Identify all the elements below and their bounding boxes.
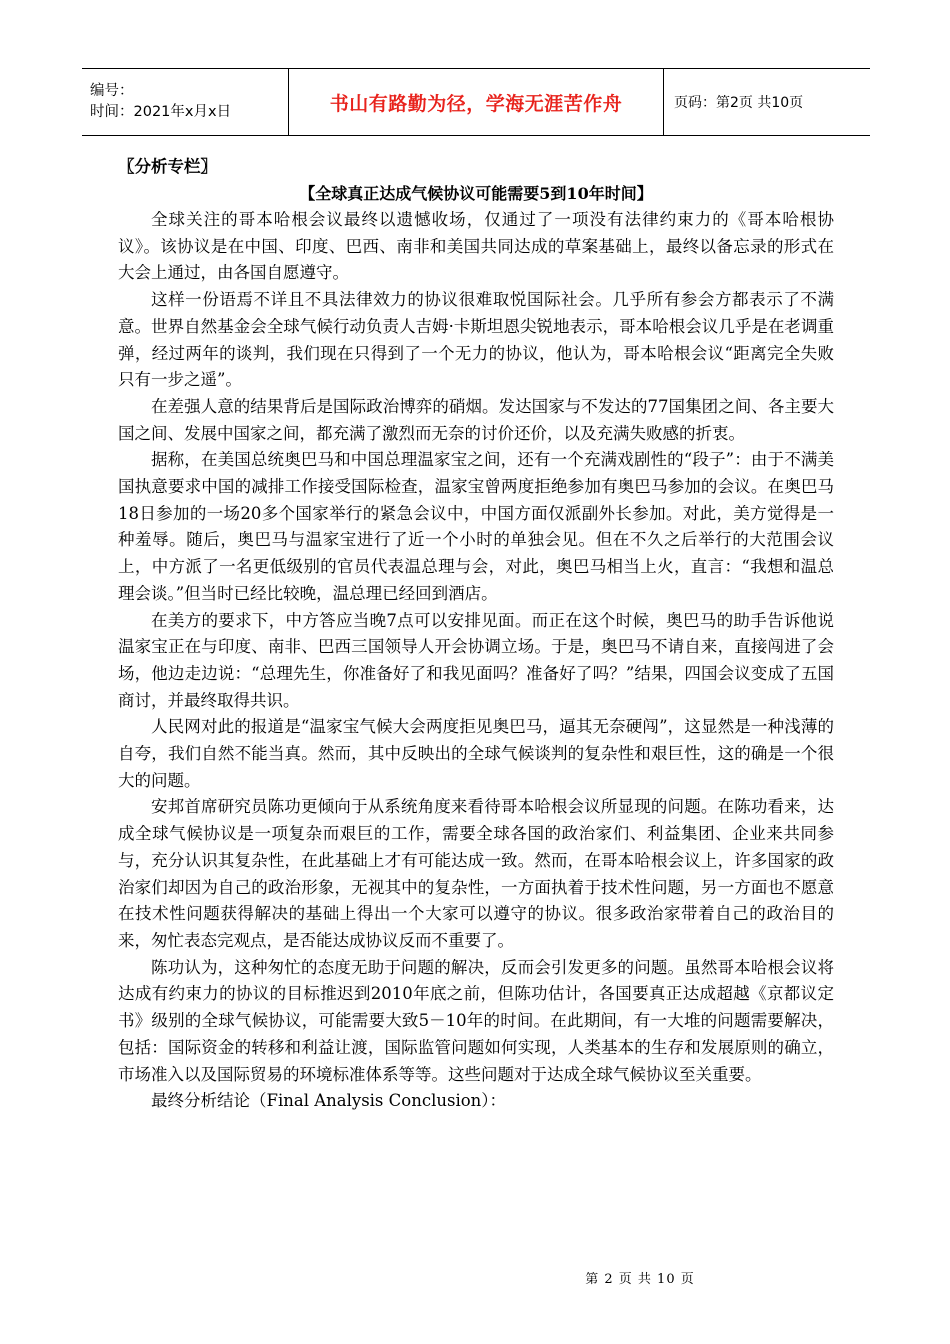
date-label: 时间：2021年x月x日 [90, 104, 232, 120]
number-label: 编号： [90, 83, 134, 99]
page-footer: 第 2 页 共 10 页 [585, 1272, 695, 1287]
column-tag: 〖分析专栏〗 [118, 157, 217, 176]
paragraph: 据称，在美国总统奥巴马和中国总理温家宝之间，还有一个充满戏剧性的“段子”：由于不满美国执意要求中国的减排工作接受国际检查，温家宝曾两度拒绝参加有奥巴马参加的会议。在奥巴马18日参加的一场20多个国家举行的紧急会议中，中国方面仅派副外长参加。对此，美方觉得是一种羞辱。随后，奥巴马与温家宝进行了近一个小时的单独会见。但在不久之后举行的大范围会议上，中方派了一名更低级别的官员代表温总理与会，对此，奥巴马相当上火，直言：“我想和温总理会谈。”但当时已经比较晚，温总理已经回到酒店。 [118, 450, 834, 603]
article-body [118, 153, 834, 1115]
paragraph: 安邦首席研究员陈功更倾向于从系统角度来看待哥本哈根会议所显现的问题。在陈功看来，达成全球气候协议是一项复杂而艰巨的工作，需要全球各国的政治家们、利益集团、企业来共同参与，充分认识其复杂性，在此基础上才有可能达成一致。然而，在哥本哈根会议上，许多国家的政治家们却因为自己的政治形象，无视其中的复杂性，一方面执着于技术性问题，另一方面也不愿意在技术性问题获得解决的基础上得出一个大家可以遵守的协议。很多政治家带着自己的政治目的来，匆忙表态完观点，是否能达成协议反而不重要了。 [118, 797, 834, 950]
paragraph: 全球关注的哥本哈根会议最终以遗憾收场，仅通过了一项没有法律约束力的《哥本哈根协议》。该协议是在中国、印度、巴西、南非和美国共同达成的草案基础上，最终以备忘录的形式在大会上通过，由各国自愿遵守。 [118, 210, 834, 283]
header-motto: 书山有路勤为径，学海无涯苦作舟 [289, 69, 664, 136]
paragraph: 最终分析结论（Final Analysis Conclusion）： [151, 1091, 507, 1111]
article-title: 【全球真正达成气候协议可能需要5到10年时间】 [299, 184, 653, 203]
paragraph: 在差强人意的结果背后是国际政治博弈的硝烟。发达国家与不发达的77国集团之间、各主要大国之间、发展中国家之间，都充满了激烈而无奈的讨价还价，以及充满失败感的折衷。 [118, 396, 834, 443]
header-table [82, 68, 870, 136]
header-meta [82, 69, 289, 136]
paragraph: 陈功认为，这种匆忙的态度无助于问题的解决，反而会引发更多的问题。虽然哥本哈根会议将达成有约束力的协议的目标推迟到2010年底之前，但陈功估计，各国要真正达成超越《京都议定书》级别的全球气候协议，可能需要大致5－10年的时间。在此期间，有一大堆的问题需要解决，包括：国际资金的转移和利益让渡，国际监管问题如何实现，人类基本的生存和发展原则的确立，市场准入以及国际贸易的环境标准体系等等。这些问题对于达成全球气候协议至关重要。 [118, 957, 834, 1084]
paragraph: 在美方的要求下，中方答应当晚7点可以安排见面。而正在这个时候，奥巴马的助手告诉他说温家宝正在与印度、南非、巴西三国领导人开会协调立场。于是，奥巴马不请自来，直接闯进了会场，他边走边说：“总理先生，你准备好了和我见面吗？准备好了吗？”结果，四国会议变成了五国商讨，并最终取得共识。 [118, 610, 834, 710]
paragraph: 人民网对此的报道是“温家宝气候大会两度拒见奥巴马，逼其无奈硬闯”，这显然是一种浅薄的自夸，我们自然不能当真。然而，其中反映出的全球气候谈判的复杂性和艰巨性，这的确是一个很大的问题。 [118, 717, 834, 790]
header-page-info: 页码：第2页 共10页 [664, 69, 871, 136]
paragraph: 这样一份语焉不详且不具法律效力的协议很难取悦国际社会。几乎所有参会方都表示了不满意。世界自然基金会全球气候行动负责人吉姆·卡斯坦恩尖锐地表示，哥本哈根会议几乎是在老调重弹，经过两年的谈判，我们现在只得到了一个无力的协议，他认为，哥本哈根会议“距离完全失败只有一步之遥”。 [118, 290, 834, 390]
